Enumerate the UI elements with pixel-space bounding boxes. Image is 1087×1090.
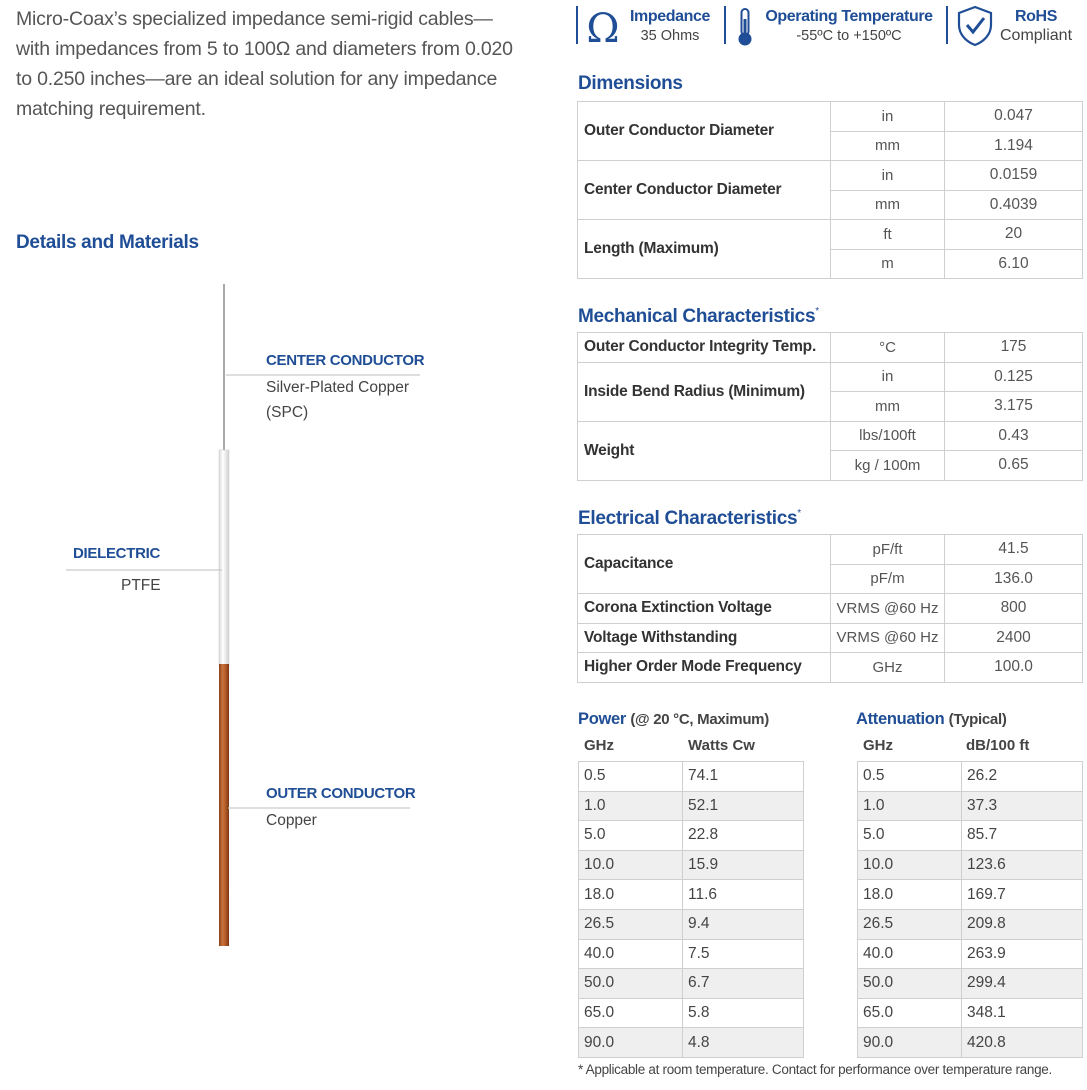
center-conductor-title: CENTER CONDUCTOR bbox=[266, 352, 425, 369]
rohs-title: RoHS bbox=[1015, 8, 1057, 25]
row-unit: in bbox=[831, 161, 945, 191]
attenuation-col-ghz: GHz bbox=[863, 737, 893, 754]
row-value: 0.65 bbox=[945, 451, 1083, 481]
value-cell: 85.7 bbox=[962, 821, 1083, 851]
value-cell: 11.6 bbox=[683, 880, 804, 910]
attenuation-qualifier: (Typical) bbox=[948, 711, 1007, 728]
row-name: Outer Conductor Diameter bbox=[578, 102, 831, 161]
row-value: 0.0159 bbox=[945, 161, 1083, 191]
frequency-cell: 18.0 bbox=[579, 880, 683, 910]
row-value: 175 bbox=[945, 333, 1083, 363]
row-value: 1.194 bbox=[945, 131, 1083, 161]
power-col-ghz: GHz bbox=[584, 737, 614, 754]
row-unit: mm bbox=[831, 392, 945, 422]
rohs-spec bbox=[996, 7, 1076, 45]
footnote: * Applicable at room temperature. Contact for performance over temperature range. bbox=[578, 1062, 1052, 1077]
table-row bbox=[578, 653, 1083, 683]
temperature-value: -55ºC to +150ºC bbox=[796, 28, 902, 44]
impedance-title: Impedance bbox=[630, 8, 710, 25]
power-title-text: Power bbox=[578, 710, 627, 728]
value-cell: 169.7 bbox=[962, 880, 1083, 910]
table-row bbox=[578, 362, 1083, 392]
frequency-cell: 26.5 bbox=[858, 909, 962, 939]
table-row bbox=[578, 421, 1083, 451]
frequency-cell: 5.0 bbox=[579, 821, 683, 851]
frequency-cell: 40.0 bbox=[579, 939, 683, 969]
row-name: Capacitance bbox=[578, 535, 831, 594]
table-row bbox=[579, 939, 804, 969]
row-unit: in bbox=[831, 102, 945, 132]
value-cell: 74.1 bbox=[683, 762, 804, 792]
power-table bbox=[578, 761, 804, 1058]
thermometer-icon bbox=[734, 7, 756, 47]
row-unit: in bbox=[831, 362, 945, 392]
dielectric-material: PTFE bbox=[121, 577, 161, 594]
frequency-cell: 1.0 bbox=[858, 791, 962, 821]
row-name: Voltage Withstanding bbox=[578, 623, 831, 653]
table-row bbox=[858, 1028, 1083, 1058]
row-unit: VRMS @60 Hz bbox=[831, 623, 945, 653]
row-unit: pF/m bbox=[831, 564, 945, 594]
frequency-cell: 18.0 bbox=[858, 880, 962, 910]
table-row bbox=[578, 220, 1083, 250]
row-unit: VRMS @60 Hz bbox=[831, 594, 945, 624]
attenuation-table bbox=[857, 761, 1083, 1058]
table-row bbox=[579, 821, 804, 851]
outer-conductor-section bbox=[219, 664, 229, 946]
temperature-spec bbox=[760, 7, 938, 45]
row-name: Length (Maximum) bbox=[578, 220, 831, 279]
table-row bbox=[578, 623, 1083, 653]
frequency-cell: 65.0 bbox=[858, 998, 962, 1028]
table-row bbox=[579, 880, 804, 910]
value-cell: 9.4 bbox=[683, 909, 804, 939]
row-value: 800 bbox=[945, 594, 1083, 624]
value-cell: 420.8 bbox=[962, 1028, 1083, 1058]
impedance-spec bbox=[626, 7, 714, 45]
row-unit: lbs/100ft bbox=[831, 421, 945, 451]
table-row bbox=[579, 909, 804, 939]
value-cell: 52.1 bbox=[683, 791, 804, 821]
value-cell: 348.1 bbox=[962, 998, 1083, 1028]
row-value: 41.5 bbox=[945, 535, 1083, 565]
details-title: Details and Materials bbox=[16, 232, 199, 253]
intro-paragraph: Micro-Coax’s specialized impedance semi-rigid cables—with impedances from 5 to 100Ω and diameters from 0.020 to 0.250 inches—are an ideal solution for any impedance matching requirement. bbox=[16, 8, 513, 120]
row-value: 136.0 bbox=[945, 564, 1083, 594]
frequency-cell: 26.5 bbox=[579, 909, 683, 939]
table-row bbox=[858, 762, 1083, 792]
row-value: 0.047 bbox=[945, 102, 1083, 132]
table-row bbox=[579, 762, 804, 792]
mechanical-asterisk: * bbox=[815, 306, 819, 317]
table-row bbox=[858, 909, 1083, 939]
table-row bbox=[858, 969, 1083, 999]
table-row bbox=[858, 998, 1083, 1028]
electrical-title bbox=[578, 508, 801, 530]
center-conductor-wire bbox=[223, 284, 225, 454]
row-value: 3.175 bbox=[945, 392, 1083, 422]
row-value: 2400 bbox=[945, 623, 1083, 653]
table-row bbox=[578, 535, 1083, 565]
frequency-cell: 10.0 bbox=[858, 850, 962, 880]
row-unit: mm bbox=[831, 131, 945, 161]
outer-conductor-title: OUTER CONDUCTOR bbox=[266, 785, 416, 802]
power-qualifier: (@ 20 °C, Maximum) bbox=[630, 711, 769, 728]
frequency-cell: 90.0 bbox=[858, 1028, 962, 1058]
impedance-value: 35 Ohms bbox=[640, 28, 700, 44]
outer-conductor-material: Copper bbox=[266, 812, 317, 829]
attenuation-title bbox=[856, 710, 1007, 729]
mechanical-title-text: Mechanical Characteristics bbox=[578, 306, 816, 327]
table-row bbox=[858, 880, 1083, 910]
dimensions-table bbox=[577, 101, 1083, 279]
frequency-cell: 0.5 bbox=[579, 762, 683, 792]
frequency-cell: 0.5 bbox=[858, 762, 962, 792]
row-name: Outer Conductor Integrity Temp. bbox=[578, 333, 831, 363]
electrical-title-text: Electrical Characteristics bbox=[578, 508, 798, 529]
row-unit: ft bbox=[831, 220, 945, 250]
frequency-cell: 40.0 bbox=[858, 939, 962, 969]
row-name: Weight bbox=[578, 421, 831, 480]
dimensions-title: Dimensions bbox=[578, 73, 683, 94]
table-row bbox=[579, 1028, 804, 1058]
row-unit: m bbox=[831, 249, 945, 279]
value-cell: 22.8 bbox=[683, 821, 804, 851]
row-value: 0.125 bbox=[945, 362, 1083, 392]
row-unit: mm bbox=[831, 190, 945, 220]
temperature-title: Operating Temperature bbox=[765, 8, 933, 25]
row-unit: kg / 100m bbox=[831, 451, 945, 481]
table-row bbox=[578, 161, 1083, 191]
power-title bbox=[578, 710, 769, 729]
value-cell: 209.8 bbox=[962, 909, 1083, 939]
row-value: 20 bbox=[945, 220, 1083, 250]
value-cell: 4.8 bbox=[683, 1028, 804, 1058]
value-cell: 15.9 bbox=[683, 850, 804, 880]
table-row bbox=[578, 102, 1083, 132]
frequency-cell: 90.0 bbox=[579, 1028, 683, 1058]
dielectric-title: DIELECTRIC bbox=[73, 545, 161, 562]
row-name: Center Conductor Diameter bbox=[578, 161, 831, 220]
frequency-cell: 50.0 bbox=[858, 969, 962, 999]
table-row bbox=[579, 791, 804, 821]
center-conductor-material: Silver-Plated Copper bbox=[266, 379, 410, 396]
dielectric-section bbox=[219, 450, 229, 666]
table-row bbox=[579, 998, 804, 1028]
value-cell: 263.9 bbox=[962, 939, 1083, 969]
rohs-value: Compliant bbox=[999, 27, 1073, 44]
table-row bbox=[858, 821, 1083, 851]
row-unit: °C bbox=[831, 333, 945, 363]
power-col-watts: Watts Cw bbox=[688, 737, 755, 754]
mechanical-table bbox=[577, 332, 1083, 481]
frequency-cell: 50.0 bbox=[579, 969, 683, 999]
row-value: 100.0 bbox=[945, 653, 1083, 683]
row-unit: GHz bbox=[831, 653, 945, 683]
spec-separator bbox=[946, 6, 948, 44]
value-cell: 299.4 bbox=[962, 969, 1083, 999]
frequency-cell: 65.0 bbox=[579, 998, 683, 1028]
value-cell: 37.3 bbox=[962, 791, 1083, 821]
frequency-cell: 1.0 bbox=[579, 791, 683, 821]
value-cell: 123.6 bbox=[962, 850, 1083, 880]
rohs-shield-icon bbox=[955, 5, 995, 47]
row-value: 0.43 bbox=[945, 421, 1083, 451]
row-value: 6.10 bbox=[945, 249, 1083, 279]
table-row bbox=[858, 939, 1083, 969]
frequency-cell: 5.0 bbox=[858, 821, 962, 851]
table-row bbox=[579, 969, 804, 999]
value-cell: 6.7 bbox=[683, 969, 804, 999]
spec-separator bbox=[576, 6, 578, 44]
table-row bbox=[858, 850, 1083, 880]
row-name: Inside Bend Radius (Minimum) bbox=[578, 362, 831, 421]
value-cell: 26.2 bbox=[962, 762, 1083, 792]
table-row bbox=[579, 850, 804, 880]
frequency-cell: 10.0 bbox=[579, 850, 683, 880]
svg-text:Ω: Ω bbox=[586, 8, 620, 46]
electrical-asterisk: * bbox=[797, 508, 801, 519]
row-name: Corona Extinction Voltage bbox=[578, 594, 831, 624]
table-row bbox=[858, 791, 1083, 821]
spec-separator bbox=[724, 6, 726, 44]
row-value: 0.4039 bbox=[945, 190, 1083, 220]
table-row bbox=[578, 594, 1083, 624]
row-name: Higher Order Mode Frequency bbox=[578, 653, 831, 683]
attenuation-col-db: dB/100 ft bbox=[966, 737, 1030, 754]
table-row bbox=[578, 333, 1083, 363]
value-cell: 5.8 bbox=[683, 998, 804, 1028]
value-cell: 7.5 bbox=[683, 939, 804, 969]
omega-icon bbox=[584, 8, 622, 46]
attenuation-title-text: Attenuation bbox=[856, 710, 945, 728]
row-unit: pF/ft bbox=[831, 535, 945, 565]
mechanical-title bbox=[578, 306, 819, 328]
center-conductor-abbrev: (SPC) bbox=[266, 404, 309, 421]
electrical-table bbox=[577, 534, 1083, 683]
